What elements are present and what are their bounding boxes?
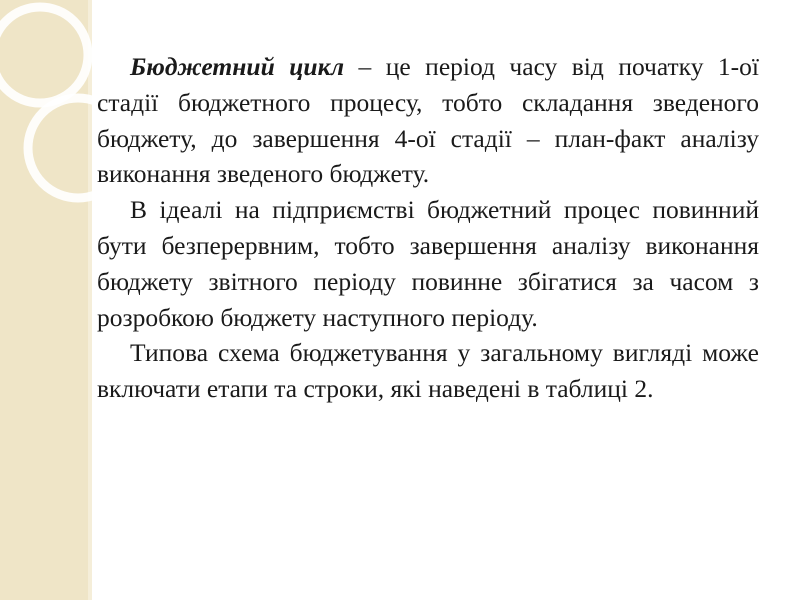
budget-cycle-definition: – це період часу від початку 1-ої стадії бюджетного процесу, тобто складання зведеного бюджету, до завершення 4-ої стадії – план-факт аналізу виконання зведеного бюджету. xyxy=(97,52,759,189)
term-budget-cycle: Бюджетний цикл xyxy=(130,52,345,81)
paragraph-continuous-process: В ідеалі на підприємстві бюджетний процес повинний бути безперервним, тобто завершення аналізу виконання бюджету звітного періоду повинне збігатися за часом з розробкою бюджету наступного періоду. xyxy=(97,195,759,332)
paragraph-typical-scheme: Типова схема бюджетування у загальному вигляді може включати етапи та строки, які наведені в таблиці 2. xyxy=(97,338,759,404)
side-band xyxy=(0,0,88,600)
side-band-edge xyxy=(88,0,92,600)
slide-body-text xyxy=(97,49,759,407)
paragraph-budget-cycle xyxy=(97,49,759,192)
